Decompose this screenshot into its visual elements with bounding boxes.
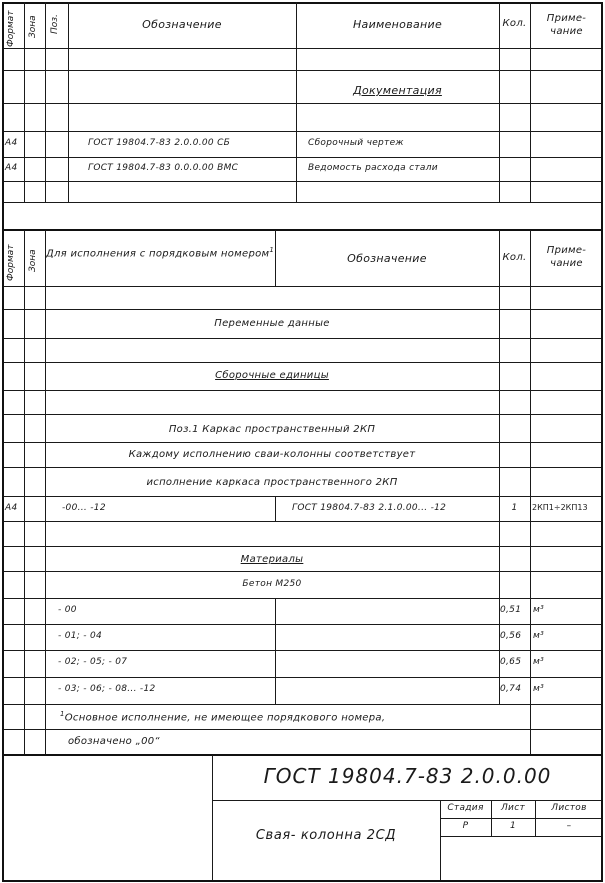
sheets-value: – [566, 821, 572, 831]
row-line [2, 131, 603, 132]
section-variable-data: Переменные данные [214, 318, 330, 329]
row-line [2, 157, 603, 158]
row2-name: Ведомость расхода стали [308, 163, 438, 173]
description-line-2: исполнение каркаса пространственного 2КП [146, 477, 398, 488]
row-line [2, 202, 603, 203]
col-line [499, 2, 500, 202]
row-line [2, 521, 603, 522]
row-line [2, 362, 603, 363]
frame-bottom [2, 880, 603, 882]
stage-label: Стадия [447, 803, 484, 813]
col-line [275, 598, 276, 704]
assembly-format: А4 [5, 503, 18, 513]
assembly-note: 2КП1÷2КП13 [532, 503, 588, 512]
row-line [2, 571, 603, 572]
row2-designation: ГОСТ 19804.7-83 0.0.0.00 ВМС [88, 163, 239, 173]
row-line [2, 729, 603, 730]
header-zone: Зона [28, 249, 38, 272]
material-qty: 0,65 [500, 657, 522, 667]
row-line [2, 309, 603, 310]
row-line [2, 546, 603, 547]
document-code: ГОСТ 19804.7-83 2.0.0.00 [263, 764, 552, 788]
row-line [2, 390, 603, 391]
material-unit: м³ [533, 684, 544, 694]
sheets-label: Листов [551, 803, 587, 813]
col-line [275, 496, 276, 521]
assembly-qty: 1 [511, 503, 518, 513]
row-line [2, 704, 603, 705]
row-line [2, 442, 603, 443]
col-line [24, 2, 25, 202]
footnote-line-2: обозначено „00“ [68, 736, 160, 747]
frame-right [601, 2, 603, 882]
section-documentation: Документация [353, 84, 442, 97]
header-note: Приме- чание [546, 13, 587, 37]
row-line [2, 677, 603, 678]
row2-format: А4 [5, 163, 18, 173]
assembly-variant: -00... -12 [62, 503, 106, 513]
header-format: Формат [6, 244, 16, 281]
col-line [45, 2, 46, 202]
table2-bottom [2, 754, 603, 756]
assembly-designation: ГОСТ 19804.7-83 2.1.0.00... -12 [292, 503, 447, 513]
material-qty: 0,51 [500, 605, 522, 615]
material-variant: - 00 [58, 605, 77, 615]
row-line [2, 598, 603, 599]
material-variant: - 02; - 05; - 07 [58, 657, 128, 667]
description-line-1: Каждому исполнению сваи-колонны соответствует [128, 449, 416, 460]
concrete-grade: Бетон М250 [242, 579, 302, 589]
header-designation: Обозначение [142, 18, 222, 31]
row-line [2, 181, 603, 182]
material-variant: - 01; - 04 [58, 631, 103, 641]
product-name: Свая- колонна 2СД [255, 828, 397, 843]
col-line [24, 230, 25, 754]
col-line [68, 2, 69, 202]
frame-left [2, 2, 4, 882]
sheet-value: 1 [509, 821, 517, 831]
header-separator [2, 48, 603, 49]
table2-top [2, 229, 603, 231]
material-unit: м³ [533, 631, 544, 641]
row-line [2, 624, 603, 625]
row-line [2, 414, 603, 415]
material-variant: - 03; - 06; - 08... -12 [58, 684, 156, 694]
header-format: Формат [6, 10, 16, 47]
row-line [2, 650, 603, 651]
header-note: Приме- чание [546, 245, 587, 269]
frame-top [2, 2, 603, 4]
row-line [2, 70, 603, 71]
row-line [2, 103, 603, 104]
material-qty: 0,74 [500, 684, 522, 694]
header-separator [2, 286, 603, 287]
material-unit: м³ [533, 657, 544, 667]
title-block-line [440, 836, 603, 837]
row1-format: А4 [5, 138, 18, 148]
material-unit: м³ [533, 605, 544, 615]
col-line [296, 2, 297, 202]
section-materials: Материалы [240, 554, 304, 565]
row-line [2, 338, 603, 339]
header-zone: Зона [28, 15, 38, 38]
stage-value: Р [462, 821, 469, 831]
header-qty: Кол. [502, 18, 527, 29]
header-qty: Кол. [502, 252, 527, 263]
col-line [45, 230, 46, 754]
header-variant: Для исполнения с порядковым номером$^1$ [45, 246, 275, 260]
position-line: Поз.1 Каркас пространственный 2КП [168, 424, 376, 435]
header-name: Наименование [352, 18, 443, 31]
row1-designation: ГОСТ 19804.7-83 2.0.0.00 СБ [88, 138, 231, 148]
row1-name: Сборочный чертеж [308, 138, 404, 148]
footnote-line-1: $^1$Основное исполнение, не имеющее порядкового номера, [60, 710, 386, 724]
section-assemblies: Сборочные единицы [215, 370, 329, 381]
header-designation: Обозначение [347, 252, 427, 265]
header-pos: Поз. [50, 14, 60, 34]
col-line [530, 230, 531, 754]
row-line [2, 467, 603, 468]
material-qty: 0,56 [500, 631, 522, 641]
title-block-line [440, 818, 603, 819]
row-line [2, 496, 603, 497]
sheet-label: Лист [500, 803, 525, 813]
title-block-line [212, 800, 603, 801]
